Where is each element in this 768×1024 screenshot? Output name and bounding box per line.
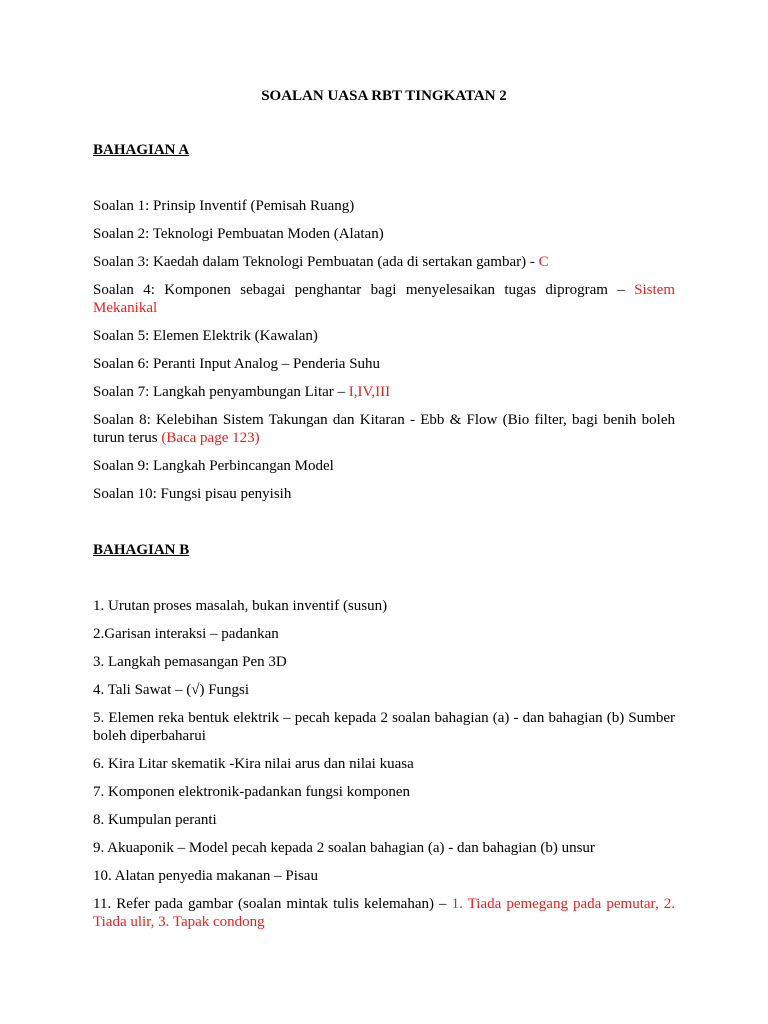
item-b-10: 10. Alatan penyedia makanan – Pisau <box>93 868 318 884</box>
document-body <box>93 87 675 941</box>
item-b-1: 1. Urutan proses masalah, bukan inventif (susun) <box>93 598 388 614</box>
section-b-heading: BAHAGIAN B <box>93 542 190 558</box>
answer-highlight: (Baca page 123) <box>161 430 260 446</box>
answer-highlight: Sistem Mekanikal <box>93 282 675 316</box>
item-b-11: 11. Refer pada gambar (soalan mintak tulis kelemahan) – 1. Tiada pemegang pada pemutar, 2. Tiada ulir, 3. Tapak condong <box>93 896 675 930</box>
item-b-3: 3. Langkah pemasangan Pen 3D <box>93 654 287 670</box>
answer-highlight: 1. Tiada pemegang pada pemutar, 2. Tiada ulir, 3. Tapak condong <box>93 896 675 930</box>
item-b-4: 4. Tali Sawat – (√) Fungsi <box>93 682 250 698</box>
question-5: Soalan 5: Elemen Elektrik (Kawalan) <box>93 328 318 344</box>
question-10: Soalan 10: Fungsi pisau penyisih <box>93 486 292 502</box>
question-7: Soalan 7: Langkah penyambungan Litar – I,IV,III <box>93 384 391 400</box>
question-9: Soalan 9: Langkah Perbincangan Model <box>93 458 334 474</box>
item-b-8: 8. Kumpulan peranti <box>93 812 217 828</box>
question-8: Soalan 8: Kelebihan Sistem Takungan dan Kitaran - Ebb & Flow (Bio filter, bagi benih boleh turun terus (Baca page 123) <box>93 412 675 446</box>
item-b-9: 9. Akuaponik – Model pecah kepada 2 soalan bahagian (a) - dan bahagian (b) unsur <box>93 840 595 856</box>
item-b-6: 6. Kira Litar skematik -Kira nilai arus dan nilai kuasa <box>93 756 414 772</box>
question-4: Soalan 4: Komponen sebagai penghantar bagi menyelesaikan tugas diprogram – Sistem Mekanikal <box>93 282 675 316</box>
section-b-list <box>93 597 675 931</box>
question-1: Soalan 1: Prinsip Inventif (Pemisah Ruang) <box>93 198 355 214</box>
question-2: Soalan 2: Teknologi Pembuatan Moden (Alatan) <box>93 226 384 242</box>
document-title: SOALAN UASA RBT TINGKATAN 2 <box>261 88 507 104</box>
answer-highlight: I,IV,III <box>348 384 391 400</box>
item-b-5: 5. Elemen reka bentuk elektrik – pecah kepada 2 soalan bahagian (a) - dan bahagian (b) Sumber boleh diperbaharui <box>93 710 675 744</box>
item-b-2: 2.Garisan interaksi – padankan <box>93 626 279 642</box>
section-a-heading: BAHAGIAN A <box>93 142 190 158</box>
section-a-list <box>93 197 675 503</box>
question-6: Soalan 6: Peranti Input Analog – Penderia Suhu <box>93 356 381 372</box>
answer-highlight: C <box>538 254 549 270</box>
section-spacer <box>93 513 675 541</box>
item-b-7: 7. Komponen elektronik-padankan fungsi komponen <box>93 784 411 800</box>
question-3: Soalan 3: Kaedah dalam Teknologi Pembuatan (ada di sertakan gambar) - C <box>93 254 549 270</box>
